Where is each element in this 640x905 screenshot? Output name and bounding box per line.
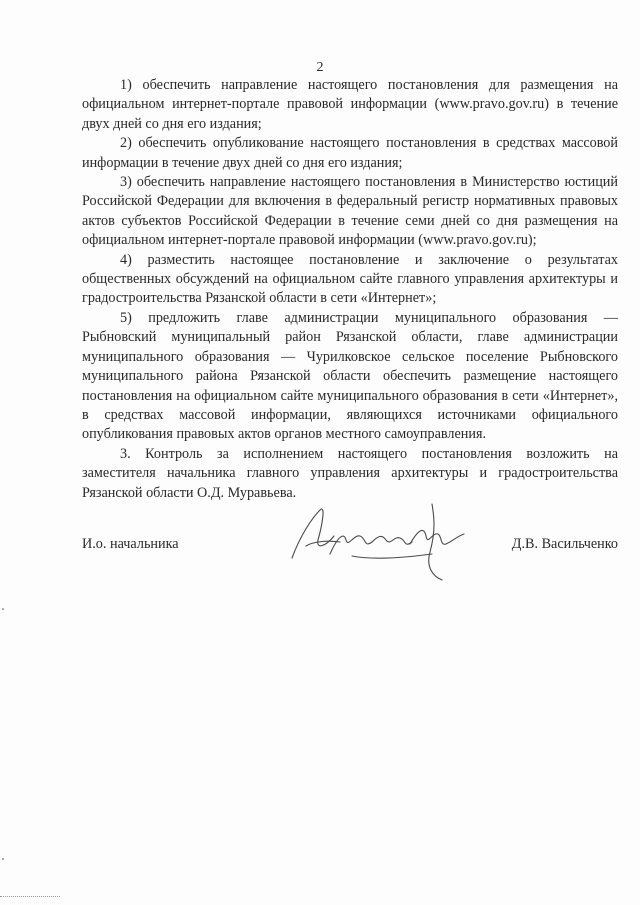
- paragraph-item-3: 3) обеспечить направление настоящего постановления в Министерство юстиций Российской Федерации для включения в федеральный регистр нормативных правовых актов субъектов Российской Федерации в течение семи дней со дня размещения на официальном интернет-портале правовой информации (www.pravo.gov.ru);: [82, 174, 618, 249]
- paragraph-item-4: 4) разместить настоящее постановление и заключение о результатах общественных обсуждений на официальном сайте главного управления архитектуры и градостроительства Рязанской области в сети «Интернет»;: [82, 251, 618, 307]
- paragraph-control-clause: 3. Контроль за исполнением настоящего постановления возложить на заместителя начальника главного управления архитектуры и градостроительства Рязанской области О.Д. Муравьева.: [82, 445, 618, 501]
- scan-edge-artifact: [0, 896, 60, 898]
- signer-name: Д.В. Васильченко: [511, 536, 618, 552]
- scan-artifact: [2, 608, 4, 610]
- signature-block: [82, 536, 618, 560]
- scan-artifact: [2, 858, 4, 860]
- page-number: 2: [316, 60, 324, 75]
- paragraph-item-5: 5) предложить главе администрации муниципального образования — Рыбновский муниципальный район Рязанской области, главе администрации муниципального образования — Чурилковское сельское поселение Рыбновского муниципального района Рязанской области обеспечить размещение настоящего постановления на официальном сайте муниципального образования в сети «Интернет», в средствах массовой информации, являющихся источниками официального опубликования правовых актов органов местного самоуправления.: [82, 309, 618, 443]
- paragraph-item-1: 1) обеспечить направление настоящего постановления для размещения на официальном интернет-портале правовой информации (www.pravo.gov.ru) в течение двух дней со дня его издания;: [82, 77, 618, 132]
- document-body: [82, 76, 618, 503]
- paragraph-item-2: 2) обеспечить опубликование настоящего постановления в средствах массовой информации в течение двух дней со дня его издания;: [82, 135, 618, 171]
- signer-position: И.о. начальника: [82, 536, 179, 552]
